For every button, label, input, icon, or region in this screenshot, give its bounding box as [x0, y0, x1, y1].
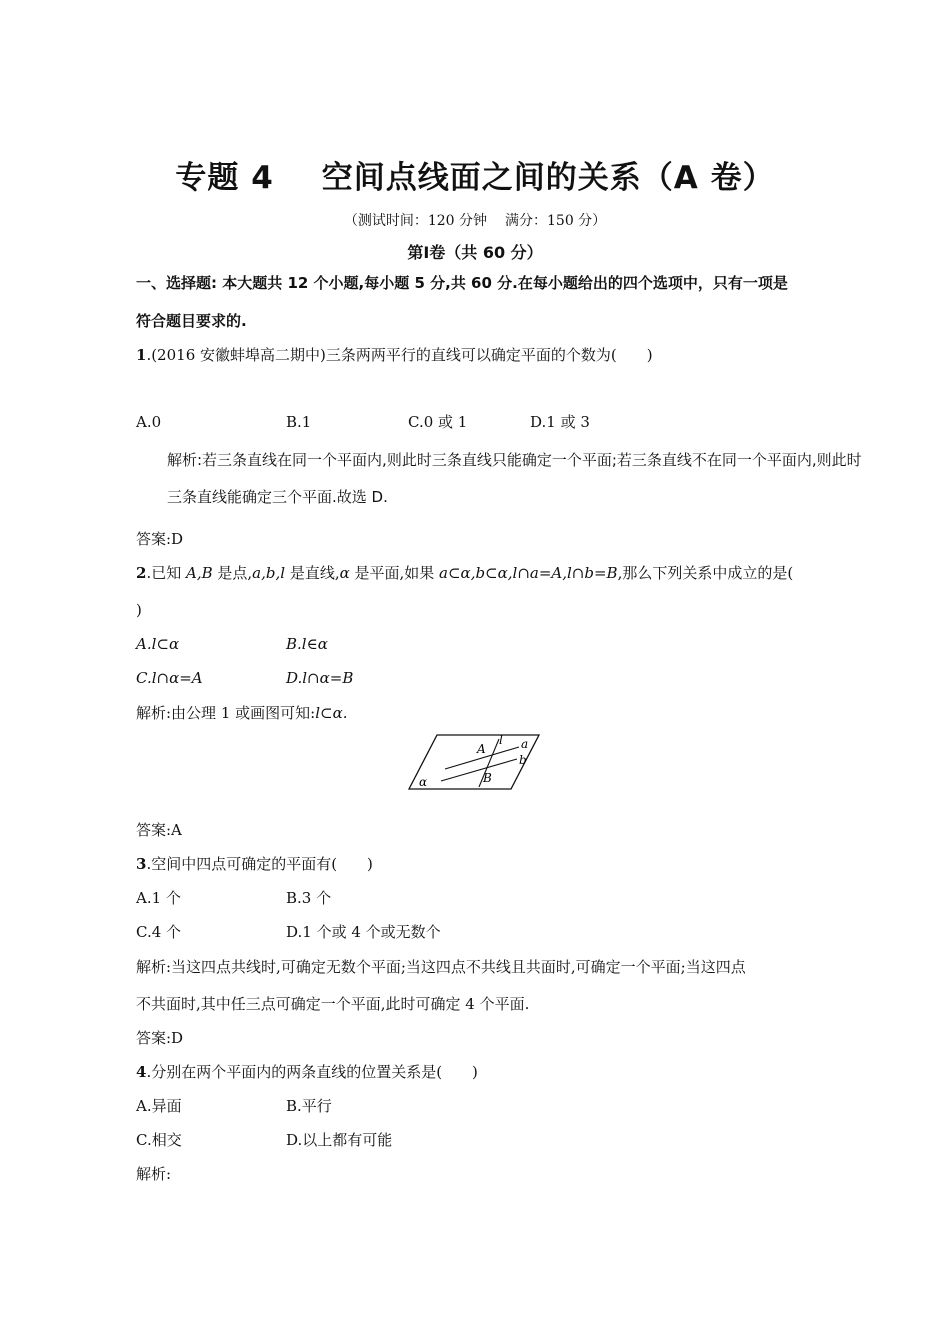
q2-analysis-text: 解析:由公理 1 或画图可知:	[136, 704, 316, 722]
q1-analysis-line2: 三条直线能确定三个平面.故选 D.	[167, 488, 388, 506]
q1-option-a: A.0	[136, 413, 162, 431]
q3-option-c: C.4 个	[136, 923, 182, 941]
label-point-a: A	[477, 742, 486, 756]
q3-stem-text: .空间中四点可确定的平面有( )	[146, 855, 373, 873]
q4-stem-text: .分别在两个平面内的两条直线的位置关系是( )	[146, 1063, 478, 1081]
q3-option-a: A.1 个	[136, 889, 181, 907]
title-topic: 专题 4	[175, 160, 274, 196]
q1-stem	[136, 345, 653, 365]
q1-option-c: C.0 或 1	[408, 413, 468, 431]
q2-analysis	[136, 703, 347, 723]
q3-number: 3	[136, 855, 147, 873]
label-line-b: b	[519, 753, 527, 767]
label-plane-alpha: α	[419, 775, 428, 789]
test-info	[0, 210, 950, 230]
q3-option-d: D.1 个或 4 个或无数个	[286, 923, 441, 941]
q4-option-a: A.异面	[136, 1097, 182, 1115]
section-intro-line2: 符合题目要求的.	[136, 312, 247, 330]
q1-number: 1	[136, 346, 147, 364]
q2-option-b-text: B.l∈α	[286, 635, 328, 653]
q2-number: 2	[136, 564, 147, 582]
q2-stem-mid1: 是点,	[212, 564, 253, 582]
q3-answer: 答案:D	[136, 1029, 184, 1047]
q2-stem-mid2: 是直线,	[285, 564, 340, 582]
q3-stem	[136, 854, 373, 874]
q2-stem-pre: .已知	[146, 564, 186, 582]
q2-option-a	[136, 634, 179, 654]
q2-stem-lines: a,b,l	[252, 564, 286, 582]
test-score: 满分：150 分）	[505, 213, 607, 229]
label-line-a: a	[521, 737, 529, 751]
title-name: 空间点线面之间的关系（A 卷）	[321, 160, 775, 196]
q2-stem-post: ,那么下列关系中成立的是(	[617, 564, 794, 582]
q2-option-a-text: A.l⊂α	[136, 635, 180, 653]
q1-option-d: D.1 或 3	[530, 413, 590, 431]
q2-stem-plane: α	[339, 564, 350, 582]
label-line-l: l	[499, 733, 503, 747]
q2-option-c-text: C.l∩α=A	[136, 669, 203, 687]
q4-option-b: B.平行	[286, 1097, 332, 1115]
q2-analysis-math: l⊂α.	[315, 704, 348, 722]
q1-answer: 答案:D	[136, 530, 184, 548]
label-point-b: B	[483, 771, 492, 785]
q2-option-d-text: D.l∩α=B	[286, 669, 354, 687]
q4-number: 4	[136, 1063, 147, 1081]
q3-analysis-line2: 不共面时,其中任三点可确定一个平面,此时可确定 4 个平面.	[136, 995, 530, 1013]
q2-stem	[136, 563, 793, 583]
q4-analysis: 解析:	[136, 1165, 172, 1183]
q2-stem-points: A,B	[185, 564, 213, 582]
q1-option-b: B.1	[286, 413, 312, 431]
q1-analysis-line1: 解析:若三条直线在同一个平面内,则此时三条直线只能确定一个平面;若三条直线不在同一个平面内,则此时	[167, 451, 862, 469]
q2-stem-mid3: 是平面,如果	[349, 564, 440, 582]
q3-analysis-line1: 解析:当这四点共线时,可确定无数个平面;当这四点不共线且共面时,可确定一个平面;当这四点	[136, 958, 746, 976]
q2-option-b	[286, 634, 328, 654]
volume-heading: 第Ⅰ卷（共 60 分）	[407, 243, 543, 262]
q4-option-c: C.相交	[136, 1131, 182, 1149]
plane-lines-figure	[405, 733, 541, 791]
q2-option-d	[286, 668, 353, 688]
q1-stem-text: .(2016 安徽蚌埠高二期中)三条两两平行的直线可以确定平面的个数为( )	[146, 346, 653, 364]
q4-option-d: D.以上都有可能	[286, 1131, 393, 1149]
section-intro-line1: 一、选择题: 本大题共 12 个小题,每小题 5 分,共 60 分.在每小题给出的四个选项中，只有一项是	[136, 274, 788, 292]
test-time: （测试时间：120 分钟	[343, 213, 487, 229]
page-title	[0, 152, 950, 197]
q2-answer: 答案:A	[136, 821, 182, 839]
line-b	[441, 759, 517, 781]
q3-option-b: B.3 个	[286, 889, 332, 907]
q4-stem	[136, 1062, 478, 1082]
q2-stem-condition: a⊂α,b⊂α,l∩a=A,l∩b=B	[439, 564, 618, 582]
q2-option-c	[136, 668, 203, 688]
q2-stem-close: )	[136, 601, 142, 619]
